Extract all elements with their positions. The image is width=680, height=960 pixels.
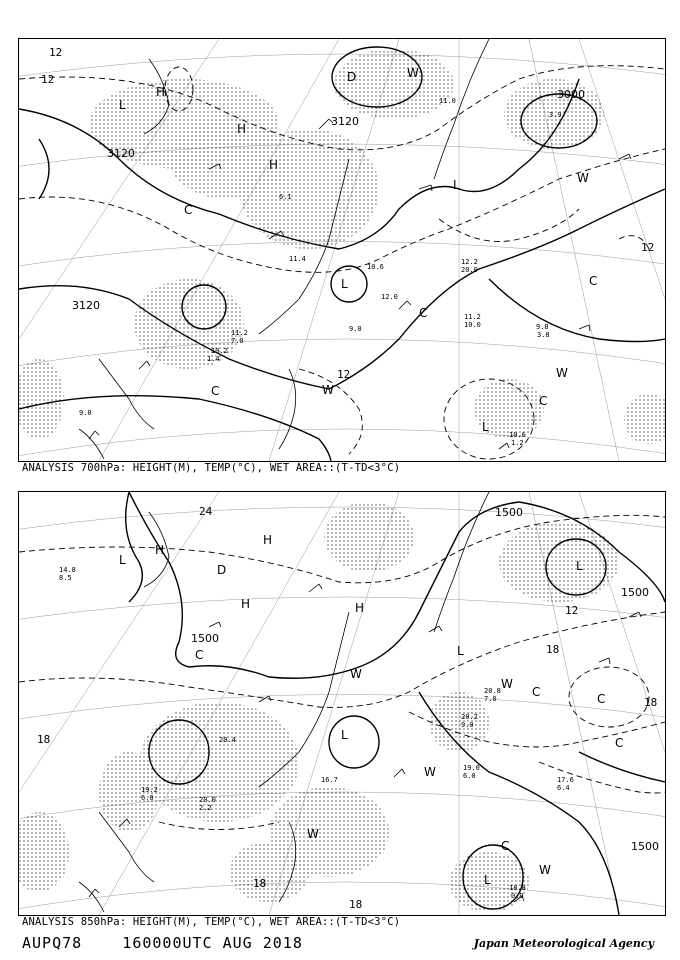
station-value: 1.4 — [207, 355, 220, 363]
station-value: 20.2 — [461, 713, 478, 721]
warm-mark: W — [407, 66, 419, 80]
chart-700hpa-map — [19, 39, 665, 461]
station-value: 17.6 — [557, 776, 574, 784]
station-value: 9.0 — [79, 409, 92, 417]
temp-label: 24 — [199, 505, 213, 518]
station-value: 3.8 — [537, 331, 550, 339]
dry-mark: D — [217, 563, 227, 577]
station-value: 6.4 — [557, 784, 570, 792]
station-value: 12.2 — [461, 258, 478, 266]
high-pressure-mark: H — [237, 122, 247, 136]
station-value: 3.9 — [549, 111, 562, 119]
station-value: 8.5 — [59, 574, 72, 582]
station-value: 6.0 — [141, 794, 154, 802]
temp-label: 18 — [37, 733, 51, 746]
warm-mark: W — [424, 765, 436, 779]
analysis-datetime: 160000UTC AUG 2018 — [122, 934, 303, 952]
station-value: 9.0 — [349, 325, 362, 333]
station-value: 18.8 — [509, 884, 526, 892]
caption-850hpa: ANALYSIS 850hPa: HEIGHT(M), TEMP(°C), WET AREA::(T-TD<3°C) — [22, 916, 401, 928]
station-value: 6.0 — [463, 772, 476, 780]
warm-mark: W — [539, 863, 551, 877]
chart-code-and-datetime — [22, 934, 303, 952]
station-value: 10.0 — [464, 321, 481, 329]
station-value: 10.6 — [367, 263, 384, 271]
station-value: 12.0 — [381, 293, 398, 301]
warm-mark: W — [322, 383, 334, 397]
station-value: 2.2 — [199, 804, 212, 812]
temp-label: 12 — [41, 73, 55, 86]
agency-name: Japan Meteorological Agency — [473, 937, 654, 950]
station-value: 10.6 — [509, 431, 526, 439]
temp-label: 18 — [644, 696, 658, 709]
height-label: 1500 — [631, 840, 659, 853]
height-label: 3120 — [107, 147, 135, 160]
temp-label: 18 — [349, 898, 363, 911]
cold-mark: C — [539, 394, 548, 408]
cold-mark: C — [501, 839, 510, 853]
low-pressure-mark: L — [484, 873, 491, 887]
station-value: 19.2 — [141, 786, 158, 794]
height-label: 3000 — [557, 88, 585, 101]
height-label: 3120 — [72, 299, 100, 312]
cold-mark: C — [184, 203, 193, 217]
chart-code: AUPQ78 — [22, 934, 83, 952]
temp-label: 12 — [49, 46, 63, 59]
height-label: 3120 — [331, 115, 359, 128]
warm-mark: W — [577, 171, 589, 185]
station-value: 11.2 — [464, 313, 481, 321]
warm-mark: W — [556, 366, 568, 380]
cold-mark: C — [419, 306, 428, 320]
cold-mark: C — [195, 648, 204, 662]
warm-mark: W — [350, 667, 362, 681]
low-pressure-mark: L — [453, 178, 460, 192]
height-label: 1500 — [621, 586, 649, 599]
high-pressure-mark: H — [269, 158, 279, 172]
station-value: 20.4 — [219, 736, 236, 744]
high-pressure-mark: H — [155, 543, 165, 557]
cold-mark: C — [532, 685, 541, 699]
station-value: 1.2 — [511, 439, 524, 447]
station-value: 7.0 — [484, 695, 497, 703]
chart-850hpa-map — [19, 492, 665, 915]
temp-label: 18 — [546, 643, 560, 656]
station-value: 19.0 — [463, 764, 480, 772]
high-pressure-mark: H — [241, 597, 251, 611]
station-value: 10.2 — [211, 347, 228, 355]
station-value: 9.0 — [461, 721, 474, 729]
height-label: 1500 — [191, 632, 219, 645]
warm-mark: W — [501, 677, 513, 691]
cold-mark: C — [597, 692, 606, 706]
caption-700hpa: ANALYSIS 700hPa: HEIGHT(M), TEMP(°C), WET AREA::(T-TD<3°C) — [22, 462, 401, 474]
low-pressure-mark: L — [341, 728, 348, 742]
low-pressure-mark: L — [457, 644, 464, 658]
low-pressure-mark: L — [576, 559, 583, 573]
temp-label: 18 — [253, 877, 267, 890]
high-pressure-mark: H — [263, 533, 273, 547]
chart-700hpa — [18, 38, 666, 462]
station-value: 7.0 — [231, 337, 244, 345]
station-value: 16.7 — [321, 776, 338, 784]
height-label: 1500 — [495, 506, 523, 519]
station-value: 0.9 — [511, 892, 524, 900]
station-value: 20.0 — [199, 796, 216, 804]
station-value: 9.8 — [536, 323, 549, 331]
station-value: 20.0 — [461, 266, 478, 274]
station-value: 14.8 — [59, 566, 76, 574]
low-pressure-mark: L — [341, 277, 348, 291]
cold-mark: C — [211, 384, 220, 398]
warm-mark: W — [307, 827, 319, 841]
chart-850hpa — [18, 491, 666, 916]
station-value: 11.0 — [439, 97, 456, 105]
high-pressure-mark: H — [355, 601, 365, 615]
low-pressure-mark: L — [119, 98, 126, 112]
station-value: 6.1 — [279, 193, 292, 201]
wet-areas-700 — [19, 49, 665, 444]
low-pressure-mark: L — [119, 553, 126, 567]
temp-label: 12 — [641, 241, 655, 254]
dry-mark: D — [347, 70, 357, 84]
footer-spacer — [82, 934, 122, 952]
temp-label: 12 — [337, 368, 351, 381]
station-value: 11.4 — [289, 255, 306, 263]
station-value: 20.8 — [484, 687, 501, 695]
cold-mark: C — [589, 274, 598, 288]
temp-label: 12 — [565, 604, 579, 617]
high-pressure-mark: H — [156, 85, 166, 99]
station-value: 11.2 — [231, 329, 248, 337]
cold-mark: C — [615, 736, 624, 750]
low-pressure-mark: L — [482, 420, 489, 434]
